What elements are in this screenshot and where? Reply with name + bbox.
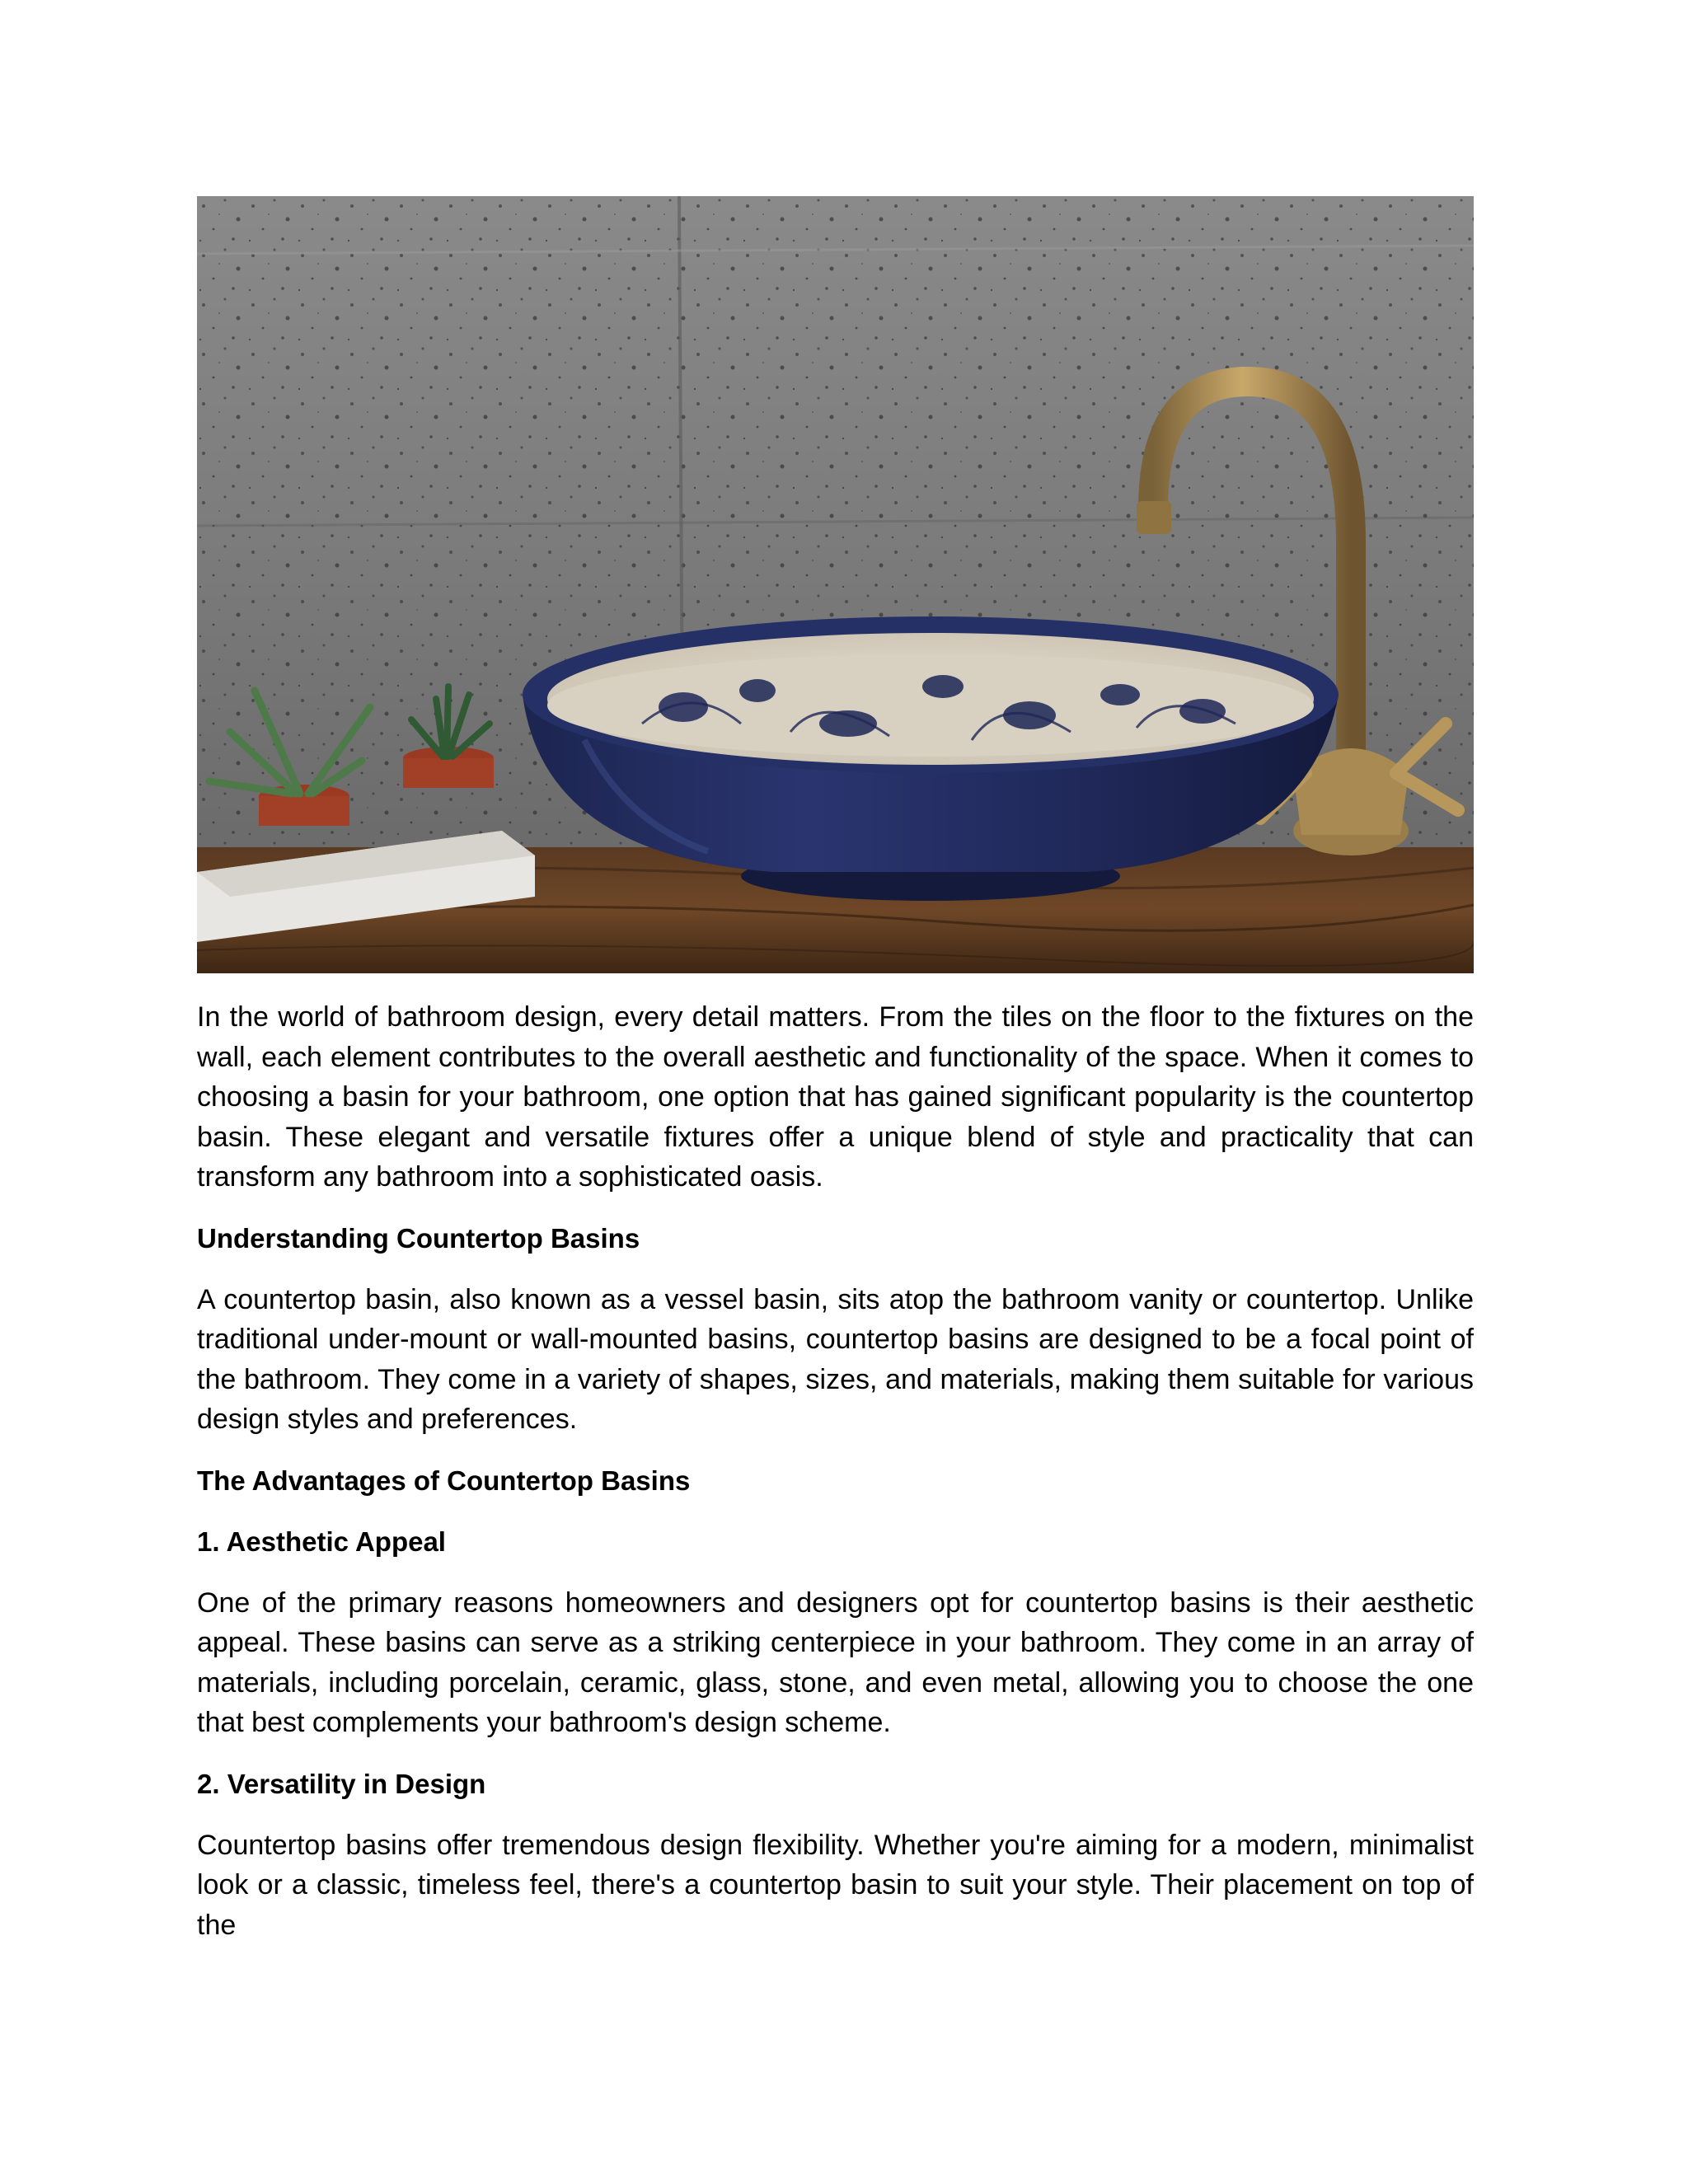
section-paragraph: A countertop basin, also known as a vessel basin, sits atop the bathroom vanity or countertop. Unlike traditional under-mount or wall-mounted basins, countertop basins are designed to be a focal point of the bathroom. They come in a variety of shapes, sizes, and materials, making them suitable for various design styles and preferences. (197, 1283, 1474, 1435)
section-paragraph: Countertop basins offer tremendous design flexibility. Whether you're aiming for a modern, minimalist look or a classic, timeless feel, there's a countertop basin to suit your style. Their placement on top of the (197, 1829, 1474, 1941)
subsection-heading: 1. Aesthetic Appeal (197, 1526, 446, 1557)
section-heading: The Advantages of Countertop Basins (197, 1465, 691, 1496)
article-body (197, 997, 1474, 1945)
intro-paragraph: In the world of bathroom design, every detail matters. From the tiles on the floor to the fixtures on the wall, each element contributes to the overall aesthetic and functionality of the space. When it comes to choosing a basin for your bathroom, one option that has gained significant popularity is the countertop basin. These elegant and versatile fixtures offer a unique blend of style and practicality that can transform any bathroom into a sophisticated oasis. (197, 1001, 1474, 1193)
section-heading: Understanding Countertop Basins (197, 1222, 640, 1254)
section-paragraph: One of the primary reasons homeowners and designers opt for countertop basins is their aesthetic appeal. These basins can serve as a striking centerpiece in your bathroom. They come in an array of materials, including porcelain, ceramic, glass, stone, and even metal, allowing you to choose the one that best complements your bathroom's design scheme. (197, 1586, 1474, 1738)
hero-image (197, 196, 1474, 973)
subsection-heading: 2. Versatility in Design (197, 1768, 486, 1799)
